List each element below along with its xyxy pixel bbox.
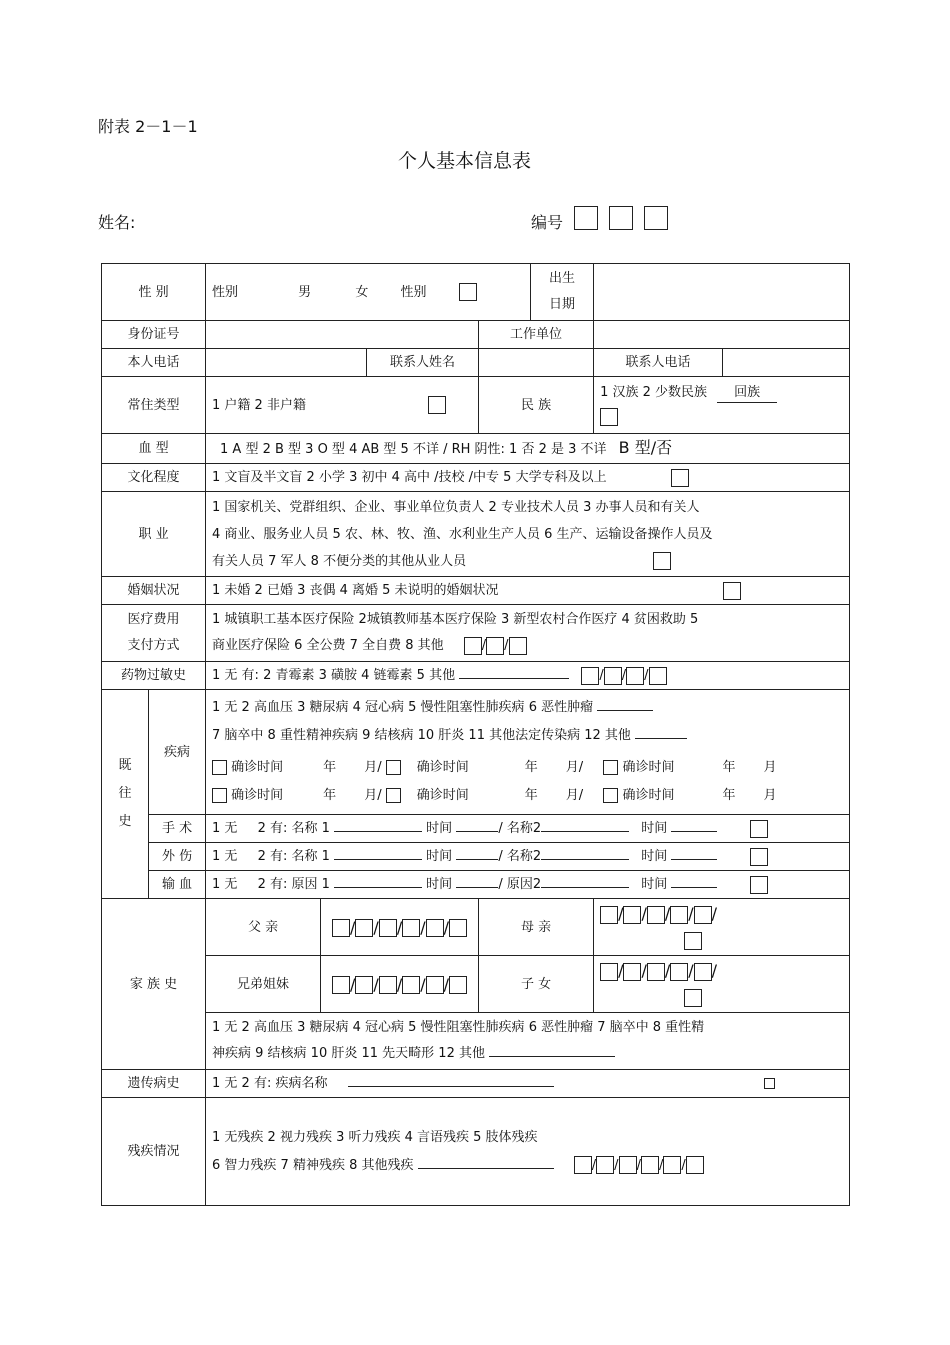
mother-checkbox[interactable] (684, 932, 702, 950)
occupation-options[interactable] (206, 492, 850, 577)
attachment-number: 附表 2－1－1 (98, 117, 198, 136)
marriage-label: 婚姻状况 (102, 577, 206, 605)
residence-checkbox[interactable] (428, 396, 446, 414)
gender-row (102, 264, 850, 321)
separator: / (688, 904, 694, 923)
separator: 1 A 型 2 B 型 3 O 型 4 AB 型 5 不详 / RH 阴性: 1 否 2 是 3 不详 (220, 442, 607, 457)
transfusion-time1-field[interactable] (456, 875, 498, 888)
personal-info-table (101, 263, 850, 1206)
family-disease-options[interactable] (206, 1013, 850, 1070)
marriage-checkbox[interactable] (723, 582, 741, 600)
separator: 确诊时间 (622, 760, 675, 775)
contact-name-field[interactable] (479, 349, 594, 377)
id-box[interactable] (574, 206, 598, 230)
separator: / (498, 849, 503, 864)
idcard-row (102, 321, 850, 349)
separator: 1 无残疾 2 视力残疾 3 听力残疾 4 言语残疾 5 肢体残疾 (212, 1129, 538, 1145)
siblings-checkboxes[interactable] (321, 956, 479, 1013)
occupation-checkbox[interactable] (653, 552, 671, 570)
contact-name-label: 联系人姓名 (367, 349, 479, 377)
separator: 时间 (426, 849, 453, 864)
genetic-checkbox[interactable] (764, 1078, 775, 1089)
disability-checkbox[interactable] (641, 1156, 659, 1174)
idcard-label: 身份证号 (102, 321, 206, 349)
separator: / (636, 1157, 641, 1173)
siblings-checkbox[interactable] (426, 976, 444, 994)
genetic-label: 遗传病史 (102, 1070, 206, 1098)
trauma-name2-field[interactable] (541, 847, 629, 860)
id-box[interactable] (609, 206, 633, 230)
phone-row (102, 349, 850, 377)
allergy-checkbox[interactable] (581, 667, 599, 685)
disability-checkbox[interactable] (574, 1156, 592, 1174)
diagnosis-checkbox[interactable] (386, 760, 401, 775)
genetic-options[interactable] (206, 1070, 850, 1098)
separator: 2 有: 名称 1 (257, 821, 330, 836)
transfusion-reason1-field[interactable] (334, 875, 422, 888)
blood-row (102, 434, 850, 464)
separator: 月 (364, 788, 378, 803)
separator: / (396, 917, 403, 937)
surgery-name2-field[interactable] (541, 819, 629, 832)
separator: 年 (722, 788, 736, 803)
blood-options[interactable] (206, 434, 850, 464)
disability-checkbox[interactable] (596, 1156, 614, 1174)
children-checkbox[interactable] (623, 963, 641, 981)
birth-date-label (531, 264, 594, 321)
separator: 1 无 (212, 849, 238, 864)
residence-row (102, 377, 850, 434)
family-row-2 (102, 956, 850, 1013)
separator: / (618, 961, 624, 980)
father-checkbox[interactable] (355, 919, 373, 937)
separator: 史 (118, 814, 132, 829)
separator: 时间 (641, 849, 668, 864)
disability-checkbox[interactable] (663, 1156, 681, 1174)
separator: 出生 (549, 271, 576, 286)
separator: 女 (355, 284, 369, 300)
separator: / (599, 668, 604, 683)
separator: 时间 (426, 821, 453, 836)
surgery-time1-field[interactable] (456, 819, 498, 832)
separator: 年 (323, 760, 337, 775)
family-row-1 (102, 899, 850, 956)
form-title: 个人基本信息表 (398, 150, 532, 172)
id-box[interactable] (644, 206, 668, 230)
separator: 年 (323, 788, 337, 803)
work-unit-field[interactable] (594, 321, 850, 349)
education-label: 文化程度 (102, 464, 206, 492)
separator: 有关人员 7 军人 8 不便分类的其他从业人员 (212, 553, 467, 569)
separator: 2 有: 原因 1 (257, 877, 330, 892)
separator: 原因2 (506, 877, 542, 892)
gender-label (102, 264, 206, 321)
separator: 年 (722, 760, 736, 775)
separator: 年 (524, 760, 538, 775)
contact-phone-label: 联系人电话 (594, 349, 723, 377)
id-boxes (574, 206, 668, 230)
father-checkbox[interactable] (449, 919, 467, 937)
separator: / (664, 904, 671, 923)
separator: 月 (565, 760, 579, 775)
education-row (102, 464, 850, 492)
payment-options[interactable] (206, 605, 850, 662)
separator: 2 有: 名称 1 (257, 849, 330, 864)
separator: / (350, 917, 356, 937)
history-surgery-row (102, 815, 850, 843)
occupation-row (102, 492, 850, 577)
separator: 1 无 (212, 877, 238, 892)
phone-field[interactable] (206, 349, 367, 377)
separator: 月 (763, 788, 777, 803)
allergy-label: 药物过敏史 (102, 662, 206, 690)
separator: / (396, 974, 403, 994)
payment-checkbox[interactable] (486, 637, 504, 655)
separator: / (641, 961, 647, 980)
disease-tumor-field[interactable] (597, 698, 653, 711)
mother-label: 母 亲 (479, 899, 594, 956)
separator: / (688, 961, 694, 980)
father-label: 父 亲 (206, 899, 321, 956)
separator: / (614, 1157, 619, 1173)
name-label: 姓名: (98, 213, 136, 232)
separator: 月 (763, 760, 777, 775)
separator: 确诊时间 (416, 760, 469, 775)
diagnosis-checkbox[interactable] (603, 788, 618, 803)
disease-label: 疾病 (149, 690, 206, 815)
allergy-checkbox[interactable] (604, 667, 622, 685)
gender-options[interactable] (206, 264, 531, 321)
siblings-checkbox[interactable] (355, 976, 373, 994)
separator: 确诊时间 (622, 788, 675, 803)
separator: / (664, 961, 671, 980)
separator: 商业医疗保险 6 全公费 7 全自费 8 其他 (212, 638, 444, 653)
allergy-row (102, 662, 850, 690)
separator: 名称2 (506, 849, 542, 864)
separator: 4 商业、服务业人员 5 农、林、牧、渔、水利业生产人员 6 生产、运输设备操作人员及 (212, 526, 713, 542)
siblings-checkbox[interactable] (332, 976, 350, 994)
separator: 1 无 2 高血压 3 糖尿病 4 冠心病 5 慢性阻塞性肺疾病 6 恶性肿瘤 7 脑卒中 8 重性精 (212, 1020, 705, 1035)
separator: 确诊时间 (416, 788, 469, 803)
separator: / (420, 917, 426, 937)
payment-checkbox[interactable] (464, 637, 482, 655)
disability-checkbox[interactable] (686, 1156, 704, 1174)
father-checkboxes[interactable] (321, 899, 479, 956)
disability-checkbox[interactable] (619, 1156, 637, 1174)
separator: / (621, 668, 627, 683)
father-checkbox[interactable] (379, 919, 397, 937)
history-disease-row (102, 690, 850, 815)
separator: 确诊时间 (231, 788, 284, 803)
separator: 性 别 (138, 284, 169, 300)
residence-options[interactable] (206, 377, 479, 434)
separator: / (498, 821, 503, 836)
marriage-row (102, 577, 850, 605)
ethnic-value[interactable]: 回族 (717, 384, 777, 403)
marriage-options[interactable] (206, 577, 850, 605)
separator: 确诊时间 (231, 760, 284, 775)
separator: 年 (524, 788, 538, 803)
education-options[interactable] (206, 464, 850, 492)
siblings-label: 兄弟姐妹 (206, 956, 321, 1013)
transfusion-time2-field[interactable] (671, 875, 717, 888)
separator: 月 (565, 788, 579, 803)
transfusion-options[interactable] (206, 871, 850, 899)
separator: 名称2 (506, 821, 542, 836)
children-checkboxes[interactable] (594, 956, 850, 1013)
work-unit-label: 工作单位 (479, 321, 594, 349)
allergy-checkbox[interactable] (649, 667, 667, 685)
genetic-disease-field[interactable] (348, 1074, 554, 1087)
separator: 神疾病 9 结核病 10 肝炎 11 先天畸形 12 其他 (212, 1046, 485, 1061)
mother-checkbox[interactable] (600, 906, 618, 924)
disability-label: 残疾情况 (102, 1098, 206, 1206)
separator: / (373, 974, 379, 994)
children-checkbox[interactable] (684, 989, 702, 1007)
blood-label: 血 型 (102, 434, 206, 464)
surgery-label: 手 术 (149, 815, 206, 843)
ethnic-checkbox[interactable] (600, 408, 618, 426)
phone-label: 本人电话 (102, 349, 206, 377)
separator: 1 城镇职工基本医疗保险 2城镇教师基本医疗保险 3 新型农村合作医疗 4 贫困救助 5 (212, 612, 699, 627)
disability-row (102, 1098, 850, 1206)
children-checkbox[interactable] (647, 963, 665, 981)
separator: 1 户籍 2 非户籍 (212, 397, 306, 413)
separator: 1 未婚 2 已婚 3 丧偶 4 离婚 5 未说明的婚姻状况 (212, 583, 499, 598)
separator: / (578, 788, 584, 803)
separator: / (658, 1157, 664, 1173)
separator: 时间 (641, 877, 668, 892)
contact-phone-field[interactable] (723, 349, 850, 377)
transfusion-checkbox[interactable] (750, 876, 768, 894)
diagnosis-checkbox[interactable] (212, 788, 227, 803)
separator: 时间 (641, 821, 668, 836)
history-transfusion-row (102, 871, 850, 899)
disease-other-field[interactable] (635, 726, 687, 739)
residence-label: 常住类型 (102, 377, 206, 434)
separator: / (711, 961, 718, 980)
separator: / (591, 1157, 597, 1173)
diagnosis-checkbox[interactable] (386, 788, 401, 803)
disability-options[interactable] (206, 1098, 850, 1206)
separator: 支付方式 (127, 638, 180, 653)
transfusion-reason2-field[interactable] (541, 875, 629, 888)
separator: 医疗费用 (127, 612, 180, 627)
diagnosis-line (212, 754, 843, 782)
separator: 1 无 有: 2 青霉素 3 磺胺 4 链霉素 5 其他 (212, 668, 456, 683)
father-checkbox[interactable] (332, 919, 350, 937)
allergy-checkbox[interactable] (626, 667, 644, 685)
separator: 月 (364, 760, 378, 775)
mother-checkbox[interactable] (647, 906, 665, 924)
mother-checkboxes[interactable] (594, 899, 850, 956)
children-label: 子 女 (479, 956, 594, 1013)
history-label (102, 690, 149, 899)
separator: / (498, 877, 503, 892)
payment-row (102, 605, 850, 662)
separator: 性别 (400, 284, 427, 300)
surgery-options[interactable] (206, 815, 850, 843)
trauma-options[interactable] (206, 843, 850, 871)
ethnic-label: 民 族 (479, 377, 594, 434)
father-checkbox[interactable] (426, 919, 444, 937)
education-checkbox[interactable] (671, 469, 689, 487)
surgery-time2-field[interactable] (671, 819, 717, 832)
trauma-checkbox[interactable] (750, 848, 768, 866)
family-other-field[interactable] (489, 1044, 615, 1057)
children-checkbox[interactable] (670, 963, 688, 981)
genetic-row (102, 1070, 850, 1098)
separator: 1 无 (212, 821, 238, 836)
separator: / (578, 760, 584, 775)
disease-options[interactable] (206, 690, 850, 815)
separator: 7 脑卒中 8 重性精神疾病 9 结核病 10 肝炎 11 其他法定传染病 12 其他 (212, 728, 631, 743)
separator: / (350, 974, 356, 994)
siblings-checkbox[interactable] (402, 976, 420, 994)
diagnosis-checkbox[interactable] (212, 760, 227, 775)
separator: / (504, 638, 509, 653)
separator: 1 国家机关、党群组织、企业、事业单位负责人 2 专业技术人员 3 办事人员和有关人 (212, 499, 700, 515)
transfusion-label: 输 血 (149, 871, 206, 899)
trauma-label: 外 伤 (149, 843, 206, 871)
payment-label (102, 605, 206, 662)
separator: 性别 (212, 284, 239, 300)
separator: 时间 (426, 877, 453, 892)
history-trauma-row (102, 843, 850, 871)
family-row-3 (102, 1013, 850, 1070)
diagnosis-checkbox[interactable] (603, 760, 618, 775)
separator: / (420, 974, 426, 994)
allergy-other-field[interactable] (459, 666, 569, 679)
separator: 日期 (549, 297, 576, 312)
separator: / (373, 917, 379, 937)
trauma-time1-field[interactable] (456, 847, 498, 860)
separator: / (377, 788, 382, 803)
separator: / (443, 917, 449, 937)
separator: 往 (118, 786, 132, 801)
gender-checkbox[interactable] (459, 283, 477, 301)
separator: 6 智力残疾 7 精神残疾 8 其他残疾 (212, 1157, 414, 1173)
separator: 1 无 2 高血压 3 糖尿病 4 冠心病 5 慢性阻塞性肺疾病 6 恶性肿瘤 (212, 700, 594, 715)
ethnic-options[interactable] (594, 377, 850, 434)
mother-checkbox[interactable] (670, 906, 688, 924)
separator: / (711, 904, 718, 923)
disability-other-field[interactable] (418, 1156, 554, 1169)
idcard-field[interactable] (206, 321, 479, 349)
father-checkbox[interactable] (402, 919, 420, 937)
birth-date-field[interactable] (594, 264, 850, 321)
separator: / (641, 904, 647, 923)
separator: 既 (118, 758, 132, 773)
surgery-checkbox[interactable] (750, 820, 768, 838)
family-label: 家 族 史 (102, 899, 206, 1070)
siblings-checkbox[interactable] (449, 976, 467, 994)
trauma-name1-field[interactable] (334, 847, 422, 860)
mother-checkbox[interactable] (623, 906, 641, 924)
separator: / (443, 974, 449, 994)
occupation-label: 职 业 (102, 492, 206, 577)
separator: 1 无 2 有: 疾病名称 (212, 1076, 328, 1091)
separator: 男 (298, 284, 312, 300)
siblings-checkbox[interactable] (379, 976, 397, 994)
allergy-options[interactable] (206, 662, 850, 690)
separator: / (644, 668, 649, 683)
surgery-name1-field[interactable] (334, 819, 422, 832)
children-checkbox[interactable] (600, 963, 618, 981)
id-label: 编号 (531, 213, 564, 232)
separator: 1 文盲及半文盲 2 小学 3 初中 4 高中 /技校 /中专 5 大学专科及以上 (212, 470, 607, 485)
blood-value[interactable]: B 型/否 (618, 438, 673, 457)
children-checkbox[interactable] (694, 963, 712, 981)
separator: 1 汉族 2 少数民族 (600, 385, 708, 400)
separator: / (481, 638, 487, 653)
separator: / (377, 760, 382, 775)
separator: / (618, 904, 624, 923)
mother-checkbox[interactable] (694, 906, 712, 924)
trauma-time2-field[interactable] (671, 847, 717, 860)
diagnosis-line (212, 782, 843, 810)
payment-checkbox[interactable] (509, 637, 527, 655)
separator: / (681, 1157, 686, 1173)
